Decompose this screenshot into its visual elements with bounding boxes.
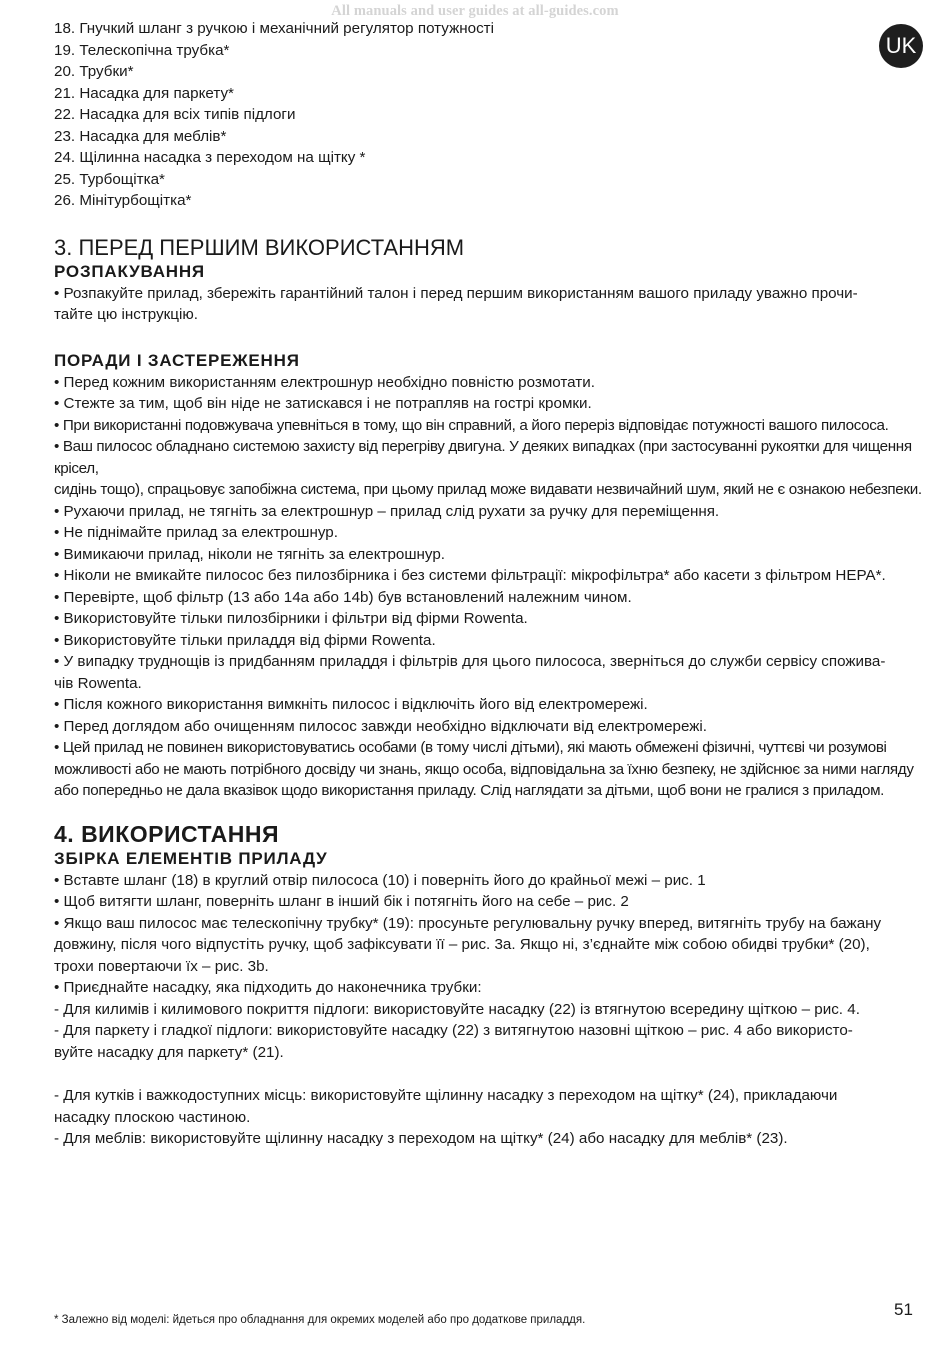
text-line: - Для килимів і килимового покриття підлоги: використовуйте насадку (22) із втягнутою всередину щіткою – рис. 4. xyxy=(54,1000,860,1018)
text-line: • Приєднайте насадку, яка підходить до наконечника трубки: xyxy=(54,979,482,996)
section-4-title: 4. ВИКОРИСТАННЯ xyxy=(54,820,280,847)
text-line: - Для кутків і важкодоступних місць: використовуйте щілинну насадку з переходом на щітку* (24), прикладаючи xyxy=(54,1087,838,1104)
list-item: 21. Насадка для паркету* xyxy=(54,84,234,102)
list-item: 26. Мінітурбощітка* xyxy=(54,192,192,209)
text-line: • Після кожного використання вимкніть пилосос і відключіть його від електромережі. xyxy=(54,696,648,713)
section-3-title: 3. ПЕРЕД ПЕРШИМ ВИКОРИСТАННЯМ xyxy=(54,234,465,260)
text-line: сидінь тощо), спрацьовує запобіжна система, при цьому прилад може видавати незвичайний шум, який не є ознакою небезпеки. xyxy=(54,481,922,498)
page-number: 51 xyxy=(894,1300,913,1319)
text-line: • Ваш пилосос обладнано системою захисту від перегріву двигуна. У деяких випадках (при застосуванні рукоятки для чищення крісел, xyxy=(54,438,912,477)
text-line: • Перед доглядом або очищенням пилосос завжди необхідно відключати від електромережі. xyxy=(54,717,707,735)
text-line: можливості або не мають потрібного досвіду чи знань, якщо особа, відповідальна за їхню безпеку, не здійснює за ними нагляду xyxy=(54,760,914,778)
text-line: • Щоб витягти шланг, поверніть шланг в інший бік і потягніть його на себе – рис. 2 xyxy=(54,893,629,910)
text-line: довжину, після чого відпустіть ручку, щоб зафіксувати її – рис. 3a. Якщо ні, з’єднайте між собою обидві трубки* (20), xyxy=(54,936,870,953)
text-line: - Для паркету і гладкої підлоги: використовуйте насадку (22) з витягнутою назовні щіткою – рис. 4 або використо- xyxy=(54,1022,853,1039)
unpacking-heading: РОЗПАКУВАННЯ xyxy=(54,261,205,281)
text-line: • Розпакуйте прилад, збережіть гарантійний талон і перед першим використанням вашого приладу уважно прочи- xyxy=(54,284,858,302)
text-line: • Ніколи не вмикайте пилосос без пилозбірника і без системи фільтрації: мікрофільтра* або касети з фільтром HEPA*. xyxy=(54,567,886,584)
watermark: All manuals and user guides at all-guides.com xyxy=(331,3,619,19)
advice-heading: ПОРАДИ І ЗАСТЕРЕЖЕННЯ xyxy=(54,350,300,370)
text-line: вуйте насадку для паркету* (21). xyxy=(54,1043,284,1061)
text-line: насадку плоскою частиною. xyxy=(54,1108,251,1126)
text-line: • Перевірте, щоб фільтр (13 або 14a або 14b) був встановлений належним чином. xyxy=(54,588,632,606)
text-line: або попередньо не дала вказівок щодо використання приладу. Слід наглядати за дітьми, щоб вони не гралися з приладом. xyxy=(54,782,885,799)
footnote: * Залежно від моделі: йдеться про обладнання для окремих моделей або про додаткове приладдя. xyxy=(54,1314,586,1326)
text-line: • Перед кожним використанням електрошнур необхідно повністю розмотати. xyxy=(54,373,595,391)
text-line: тайте цю інструкцію. xyxy=(54,306,198,323)
assembly-heading: ЗБІРКА ЕЛЕМЕНТІВ ПРИЛАДУ xyxy=(54,848,328,868)
list-item: 24. Щілинна насадка з переходом на щітку * xyxy=(54,149,366,166)
text-line: • Стежте за тим, щоб він ніде не затискався і не потрапляв на гострі кромки. xyxy=(54,395,592,412)
text-line: • Вимикаючи прилад, ніколи не тягніть за електрошнур. xyxy=(54,545,446,563)
list-item: 25. Турбощітка* xyxy=(54,170,165,188)
text-line: • Не піднімайте прилад за електрошнур. xyxy=(54,524,338,541)
text-line: • Використовуйте тільки пилозбірники і фільтри від фірми Rowenta. xyxy=(54,610,528,627)
language-badge: UK xyxy=(879,24,923,68)
text-line: • Цей прилад не повинен використовуватись особами (в тому числі дітьми), які мають обмежені фізичні, чуттєві чи розумові xyxy=(54,739,887,756)
text-line: • Якщо ваш пилосос має телескопічну трубку* (19): просуньте регулювальну ручку вперед, витягніть трубу на бажану xyxy=(54,914,882,932)
parts-list xyxy=(54,18,926,212)
list-item: 23. Насадка для меблів* xyxy=(54,127,227,145)
paragraph-gap xyxy=(54,1063,926,1085)
list-item: 19. Телескопічна трубка* xyxy=(54,41,230,59)
page-content xyxy=(54,18,926,1150)
text-line: чів Rowenta. xyxy=(54,674,142,692)
text-line: • При використанні подовжувача упевніться в тому, що він справний, а його переріз відповідає потужності вашого пилососа. xyxy=(54,416,889,434)
text-line: • Рухаючи прилад, не тягніть за електрошнур – прилад слід рухати за ручку для переміщення. xyxy=(54,502,720,520)
text-line: - Для меблів: використовуйте щілинну насадку з переходом на щітку* (24) або насадку для меблів* (23). xyxy=(54,1130,788,1147)
text-line: трохи повертаючи їх – рис. 3b. xyxy=(54,957,269,975)
list-item: 20. Трубки* xyxy=(54,63,134,80)
list-item: 22. Насадка для всіх типів підлоги xyxy=(54,106,296,123)
text-line: • Використовуйте тільки приладдя від фірми Rowenta. xyxy=(54,631,436,649)
text-line: • Вставте шланг (18) в круглий отвір пилососа (10) і поверніть його до крайньої межі – рис. 1 xyxy=(54,871,706,889)
list-item: 18. Гнучкий шланг з ручкою і механічний регулятор потужності xyxy=(54,20,494,37)
text-line: • У випадку труднощів із придбанням приладдя і фільтрів для цього пилососа, зверніться до служби сервісу спожива- xyxy=(54,653,886,670)
